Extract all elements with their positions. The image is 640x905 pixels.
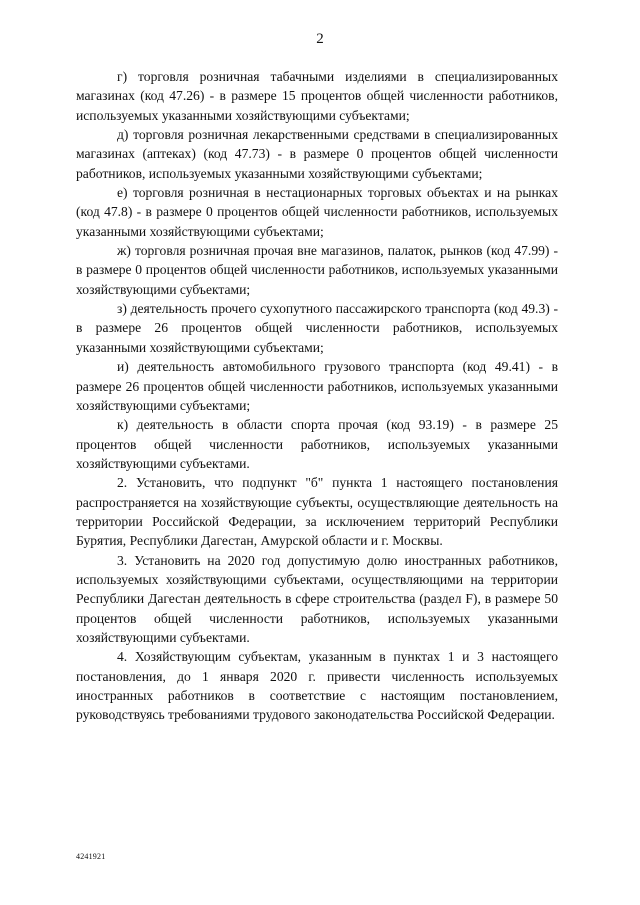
paragraph-item-zh: ж) торговля розничная прочая вне магазинов, палаток, рынков (код 47.99) - в размере 0 процентов общей численности работников, используемых указанными хозяйствующими субъектами; [76,243,558,297]
paragraph-item-g: г) торговля розничная табачными изделиями в специализированных магазинах (код 47.26) - в размере 15 процентов общей численности работников, используемых указанными хозяйствующими субъектами; [76,69,558,123]
paragraph-point-4: 4. Хозяйствующим субъектам, указанным в пунктах 1 и 3 настоящего постановления, до 1 января 2020 г. привести численность используемых иностранных работников в соответствие с настоящим постановлением, руководствуясь требованиями трудового законодательства Российской Федерации. [76,649,558,723]
paragraph-item-d: д) торговля розничная лекарственными средствами в специализированных магазинах (аптеках) (код 47.73) - в размере 0 процентов общей численности работников, используемых указанными хозяйствующими субъектами; [76,127,558,181]
paragraph-item-z: з) деятельность прочего сухопутного пассажирского транспорта (код 49.3) - в размере 26 процентов общей численности работников, используемых указанными хозяйствующими субъектами; [76,301,558,355]
paragraph-item-e: е) торговля розничная в нестационарных торговых объектах и на рынках (код 47.8) - в размере 0 процентов общей численности работников, используемых указанными хозяйствующими субъектами; [76,185,558,239]
page-number: 2 [316,31,324,47]
paragraph-point-2: 2. Установить, что подпункт "б" пункта 1 настоящего постановления распространяется на хозяйствующие субъекты, осуществляющие деятельность на территории Российской Федерации, за исключением территорий Республики Бурятия, Республики Дагестан, Амурской области и г. Москвы. [76,475,558,549]
document-code: 4241921 [76,852,106,861]
paragraph-item-k: к) деятельность в области спорта прочая (код 93.19) - в размере 25 процентов общей численности работников, используемых указанными хозяйствующими субъектами. [76,417,558,471]
document-body [76,67,558,725]
paragraph-item-i: и) деятельность автомобильного грузового транспорта (код 49.41) - в размере 26 процентов общей численности работников, используемых указанными хозяйствующими субъектами; [76,359,558,413]
paragraph-point-3: 3. Установить на 2020 год допустимую долю иностранных работников, используемых хозяйствующими субъектами, осуществляющими на территории Республики Дагестан деятельность в сфере строительства (раздел F), в размере 50 процентов общей численности работников, используемых указанными хозяйствующими субъектами. [76,552,558,645]
